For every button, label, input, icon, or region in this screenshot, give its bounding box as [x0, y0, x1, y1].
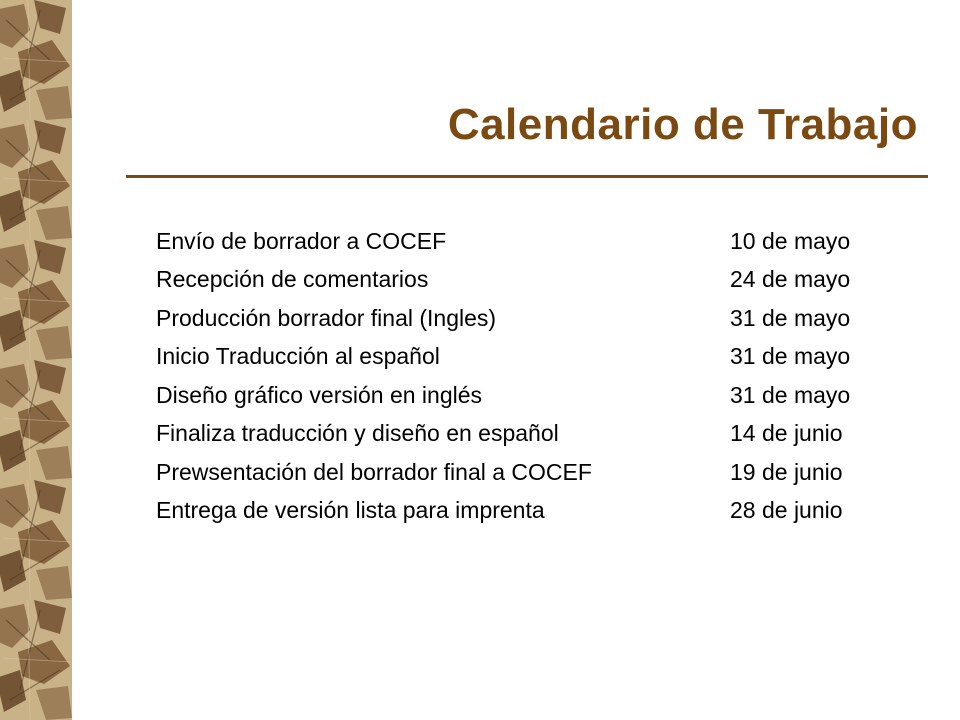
- schedule-row: [156, 222, 896, 261]
- schedule-date: 14 de junio: [730, 420, 843, 447]
- schedule-row: [156, 376, 896, 415]
- schedule-task: Diseño gráfico versión en inglés: [156, 381, 483, 408]
- schedule-task: Producción borrador final (Ingles): [156, 304, 497, 331]
- title-underline: [126, 175, 928, 178]
- schedule-row: [156, 492, 896, 531]
- slide-title: Calendario de Trabajo: [447, 100, 918, 149]
- schedule-list: [156, 222, 896, 530]
- schedule-row: [156, 261, 896, 300]
- schedule-task: Recepción de comentarios: [156, 266, 429, 293]
- schedule-date: 10 de mayo: [730, 227, 851, 254]
- schedule-row: [156, 338, 896, 377]
- schedule-date: 24 de mayo: [730, 266, 851, 293]
- schedule-task: Prewsentación del borrador final a COCEF: [156, 458, 592, 485]
- schedule-task: Entrega de versión lista para imprenta: [156, 497, 545, 524]
- schedule-row: [156, 415, 896, 454]
- schedule-task: Finaliza traducción y diseño en español: [156, 420, 559, 447]
- schedule-date: 31 de mayo: [730, 343, 851, 370]
- decorative-texture-strip: [0, 0, 72, 720]
- schedule-row: [156, 299, 896, 338]
- schedule-task: Envío de borrador a COCEF: [156, 227, 447, 254]
- schedule-date: 19 de junio: [730, 458, 843, 485]
- schedule-row: [156, 453, 896, 492]
- schedule-date: 31 de mayo: [730, 381, 851, 408]
- schedule-date: 28 de junio: [730, 497, 843, 524]
- leaf-texture-pattern: [0, 0, 72, 720]
- schedule-date: 31 de mayo: [730, 304, 851, 331]
- schedule-task: Inicio Traducción al español: [156, 343, 440, 370]
